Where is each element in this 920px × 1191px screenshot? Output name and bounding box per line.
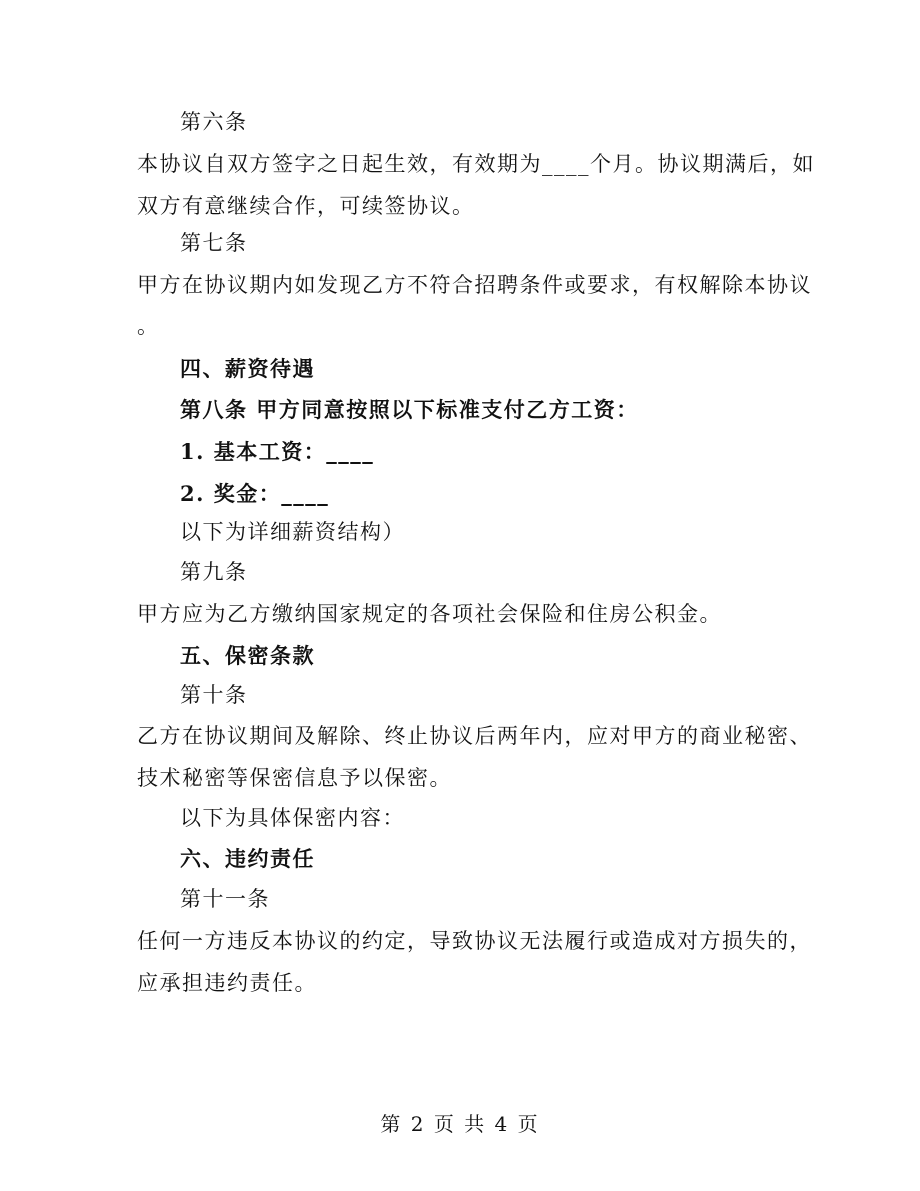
article-11-text-line-1: 任何一方违反本协议的约定，导致协议无法履行或造成对方损失的， <box>137 929 812 953</box>
section-4-heading: 四、薪资待遇 <box>180 356 315 381</box>
salary-structure-note: 以下为详细薪资结构） <box>180 520 405 544</box>
article-7-text-line-1: 甲方在协议期内如发现乙方不符合招聘条件或要求，有权解除本协议 <box>137 273 812 297</box>
article-8-heading: 第八条 甲方同意按照以下标准支付乙方工资： <box>180 397 639 422</box>
salary-item-bonus: 2. 奖金：____ <box>180 481 330 506</box>
section-5-heading: 五、保密条款 <box>180 643 315 668</box>
article-6-text-line-2: 双方有意继续合作，可续签协议。 <box>137 194 475 218</box>
article-9-text: 甲方应为乙方缴纳国家规定的各项社会保险和住房公积金。 <box>137 602 722 626</box>
article-11-text-line-2: 应承担违约责任。 <box>137 971 317 995</box>
article-10-text-line-2: 技术秘密等保密信息予以保密。 <box>137 766 452 790</box>
article-7-heading: 第七条 <box>180 231 248 255</box>
article-6-heading: 第六条 <box>180 110 248 134</box>
article-9-heading: 第九条 <box>180 560 248 584</box>
article-10-text-line-1: 乙方在协议期间及解除、终止协议后两年内，应对甲方的商业秘密、 <box>137 724 812 748</box>
article-6-text-line-1: 本协议自双方签字之日起生效，有效期为____个月。协议期满后，如 <box>137 152 815 176</box>
confidential-content-note: 以下为具体保密内容： <box>180 806 405 830</box>
salary-item-basic: 1. 基本工资：____ <box>180 439 375 464</box>
section-6-heading: 六、违约责任 <box>180 846 315 871</box>
article-10-heading: 第十条 <box>180 683 248 707</box>
page-number-footer: 第 2 页 共 4 页 <box>380 1112 540 1136</box>
article-11-heading: 第十一条 <box>180 887 270 911</box>
article-7-text-line-2: 。 <box>137 314 160 338</box>
